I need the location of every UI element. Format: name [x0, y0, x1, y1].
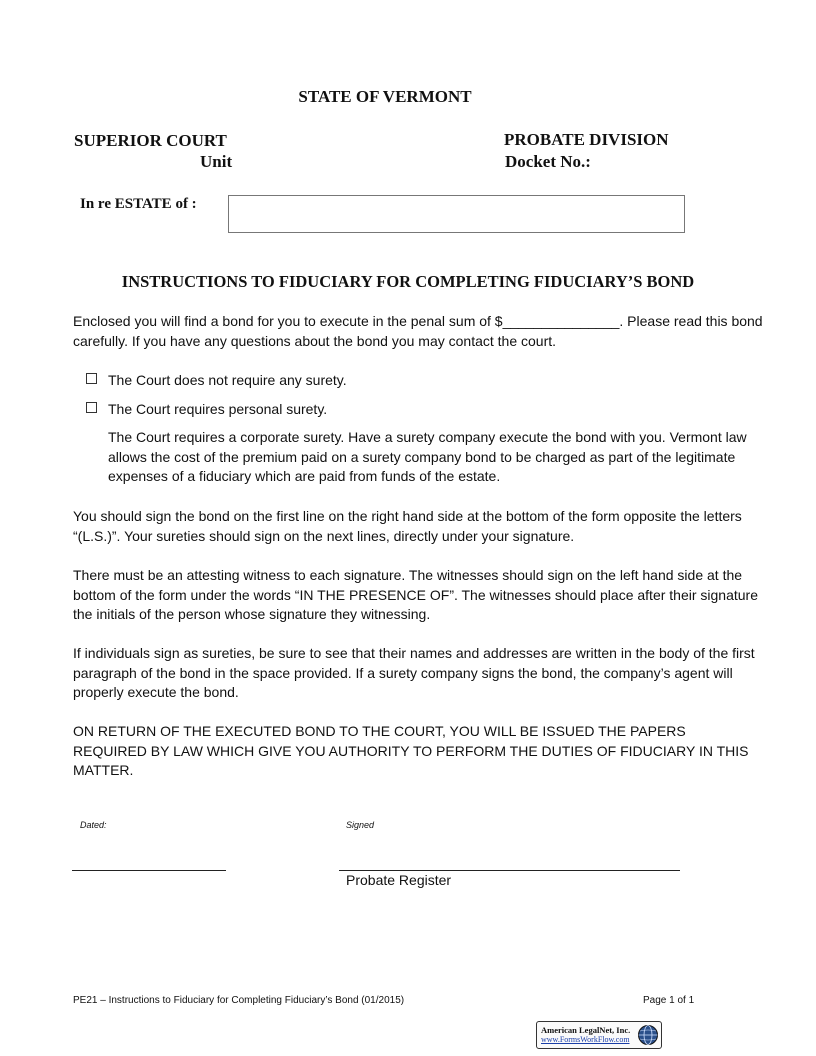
- return-paragraph: ON RETURN OF THE EXECUTED BOND TO THE COURT, YOU WILL BE ISSUED THE PAPERS REQUIRED BY LAW WHICH GIVE YOU AUTHORITY TO PERFORM THE DUTIES OF FIDUCIARY IN THIS MATTER.: [73, 723, 749, 778]
- court-name: SUPERIOR COURT: [74, 131, 227, 150]
- estate-label: In re ESTATE of :: [80, 196, 197, 212]
- estate-name-field[interactable]: [228, 195, 685, 233]
- personal-surety-option[interactable]: [86, 400, 327, 420]
- logo-url[interactable]: www.FormsWorkFlow.com: [541, 1035, 630, 1044]
- dated-label: Dated:: [80, 820, 107, 830]
- state-title: STATE OF VERMONT: [298, 87, 472, 106]
- signed-label: Signed: [346, 820, 375, 830]
- personal-surety-label: The Court requires personal surety.: [108, 401, 328, 417]
- probate-register-label: Probate Register: [346, 872, 452, 888]
- logo-company-name: American LegalNet, Inc.: [541, 1025, 631, 1035]
- page-number: Page 1 of 1: [643, 995, 695, 1006]
- date-line[interactable]: [72, 870, 226, 871]
- signature-line[interactable]: [339, 870, 680, 871]
- corporate-surety-text: The Court requires a corporate surety. Have a surety company execute the bond with you. Vermont law allows the cost of the premium paid on a surety company bond to be charged as part of the legitimate expenses of a fiduciary which are paid from funds of the estate.: [108, 429, 747, 484]
- witness-paragraph: There must be an attesting witness to each signature. The witnesses should sign on the left hand side at the bottom of the form under the words “IN THE PRESENCE OF”. The witnesses should place after their signature the initials of the person whose signature they witnessing.: [73, 567, 759, 622]
- publisher-logo[interactable]: [536, 1021, 662, 1049]
- no-surety-option[interactable]: [86, 371, 347, 391]
- form-heading: INSTRUCTIONS TO FIDUCIARY FOR COMPLETING FIDUCIARY’S BOND: [121, 272, 695, 291]
- signing-paragraph: You should sign the bond on the first line on the right hand side at the bottom of the form opposite the letters “(L.S.)”. Your sureties should sign on the next lines, directly under your signature.: [73, 508, 742, 544]
- form-id: PE21 – Instructions to Fiduciary for Completing Fiduciary’s Bond (01/2015): [73, 995, 405, 1006]
- intro-paragraph: Enclosed you will find a bond for you to execute in the penal sum of $_______________. Please read this bond carefully. If you have any questions about the bond you may contact the court.: [73, 313, 763, 349]
- no-surety-label: The Court does not require any surety.: [108, 372, 347, 388]
- unit-label: Unit: [200, 152, 233, 171]
- personal-surety-checkbox[interactable]: [86, 402, 97, 413]
- division-name: PROBATE DIVISION: [504, 130, 669, 149]
- docket-label: Docket No.:: [505, 152, 591, 171]
- sureties-paragraph: If individuals sign as sureties, be sure to see that their names and addresses are written in the body of the first paragraph of the bond in the space provided. If a surety company signs the bond, the company’s agent will properly execute the bond.: [73, 645, 755, 700]
- globe-icon: [637, 1024, 659, 1046]
- no-surety-checkbox[interactable]: [86, 373, 97, 384]
